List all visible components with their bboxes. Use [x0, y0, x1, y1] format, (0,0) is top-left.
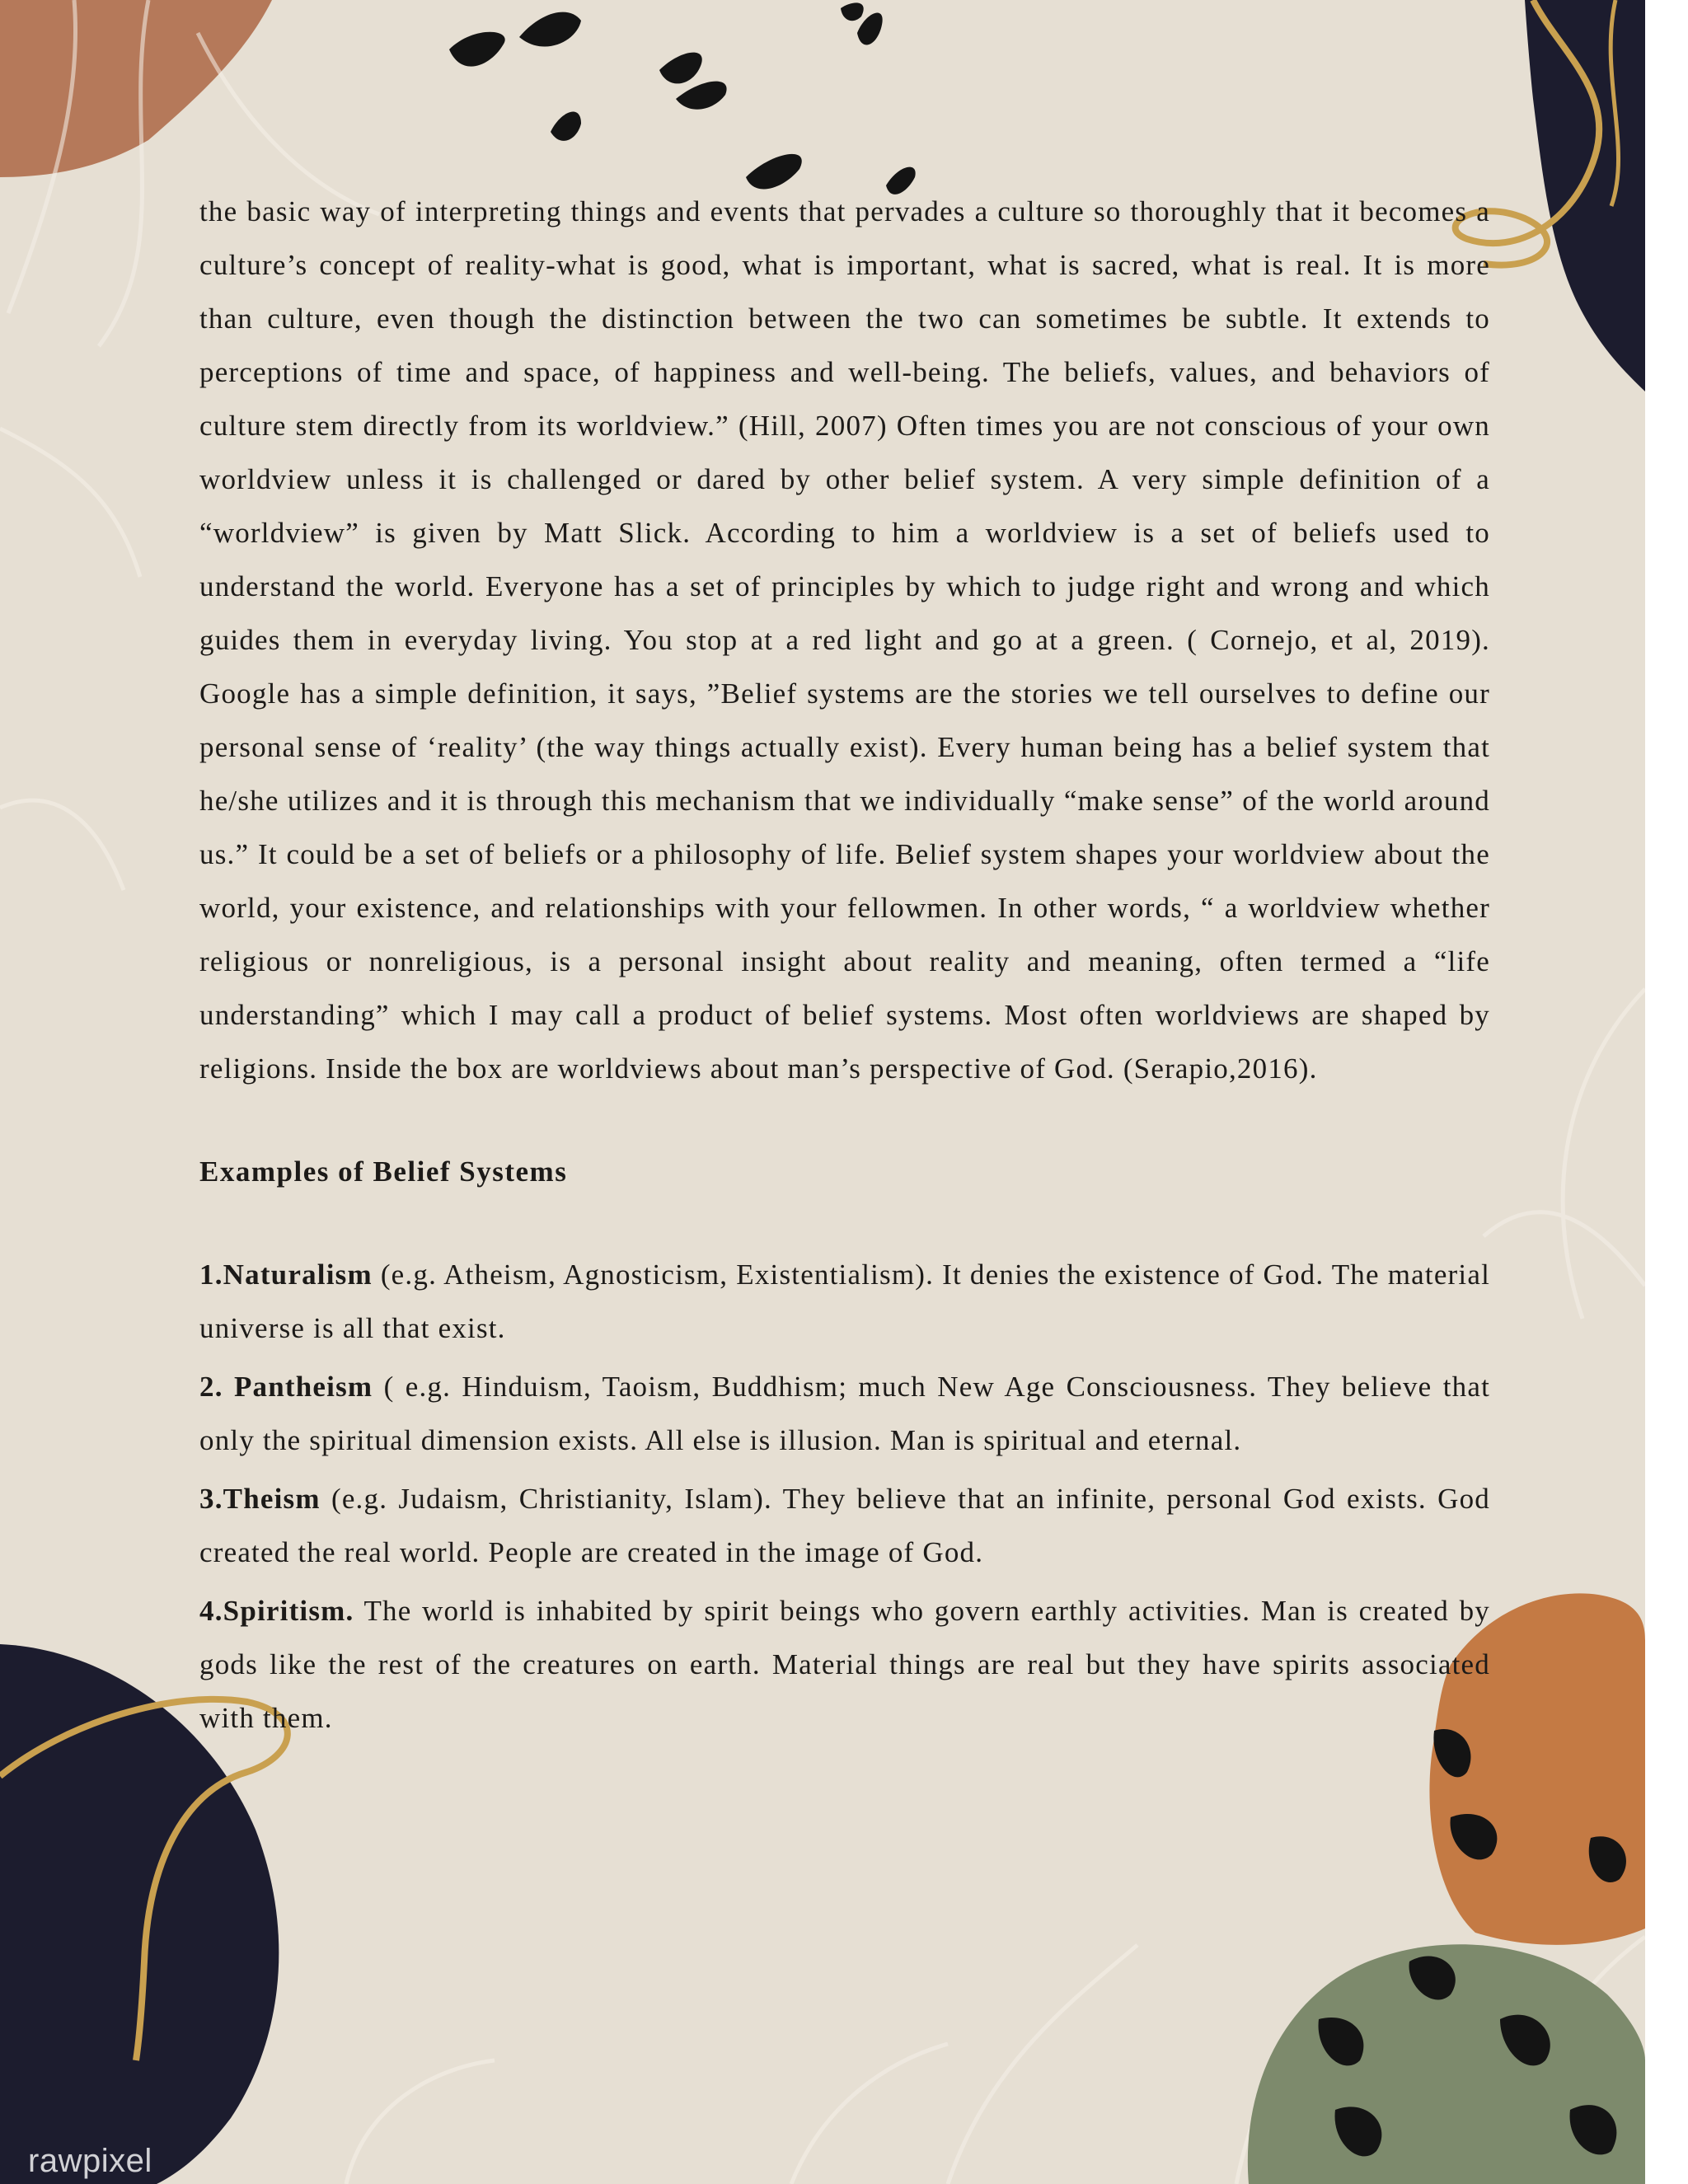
navy-shape-top-right	[1525, 0, 1645, 391]
belief-system-description: ( e.g. Hinduism, Taoism, Buddhism; much New Age Consciousness. They believe that only the spiritual dimension exists. All else is illusion. Man is spiritual and eternal.	[199, 1371, 1490, 1456]
brush-strokes-top	[449, 2, 916, 194]
belief-system-item	[199, 1472, 1490, 1579]
section-heading: Examples of Belief Systems	[199, 1155, 568, 1188]
belief-system-item	[199, 1248, 1490, 1355]
belief-system-term: 4.Spiritism.	[199, 1595, 354, 1627]
belief-system-term: 3.Theism	[199, 1483, 321, 1515]
belief-system-term: 1.Naturalism	[199, 1258, 373, 1291]
belief-system-description: (e.g. Judaism, Christianity, Islam). They believe that an infinite, personal God exists. God created the real world. People are created in the image of God.	[199, 1483, 1490, 1568]
belief-system-description: The world is inhabited by spirit beings who govern earthly activities. Man is created by gods like the rest of the creatures on earth. Material things are real but they have spirits associated with them.	[199, 1595, 1490, 1734]
watermark: rawpixel	[28, 2143, 152, 2179]
intro-paragraph: the basic way of interpreting things and events that pervades a culture so thoroughly that it becomes a culture’s concept of reality-what is good, what is important, what is sacred, what is real. It is more than culture, even though the distinction between the two can sometimes be subtle. It extends to perceptions of time and space, of happiness and well-being. The beliefs, values, and behaviors of culture stem directly from its worldview.” (Hill, 2007) Often times you are not conscious of your own worldview unless it is challenged or dared by other belief system. A very simple definition of a “worldview” is given by Matt Slick. According to him a worldview is a set of beliefs used to understand the world. Everyone has a set of principles by which to judge right and wrong and which guides them in everyday living. You stop at a red light and go at a green. ( Cornejo, et al, 2019). Google has a simple definition, it says, ”Belief systems are the stories we tell ourselves to define our personal sense of ‘reality’ (the way things actually exist). Every human being has a belief system that he/she utilizes and it is through this mechanism that we individually “make sense” of the world around us.” It could be a set of beliefs or a philosophy of life. Belief system shapes your worldview about the world, your existence, and relationships with your fellowmen. In other words, “ a worldview whether religious or nonreligious, is a personal insight about reality and meaning, often termed a “life understanding” which I may call a product of belief systems. Most often worldviews are shaped by religions. Inside the box are worldviews about man’s perspective of God. (Serapio,2016).	[199, 195, 1490, 1085]
belief-system-item	[199, 1360, 1490, 1467]
belief-system-item	[199, 1584, 1490, 1745]
document-body	[199, 185, 1490, 1750]
belief-system-term: 2. Pantheism	[199, 1371, 373, 1403]
belief-system-description: (e.g. Atheism, Agnosticism, Existentialism). It denies the existence of God. The material universe is all that exist.	[199, 1258, 1490, 1344]
